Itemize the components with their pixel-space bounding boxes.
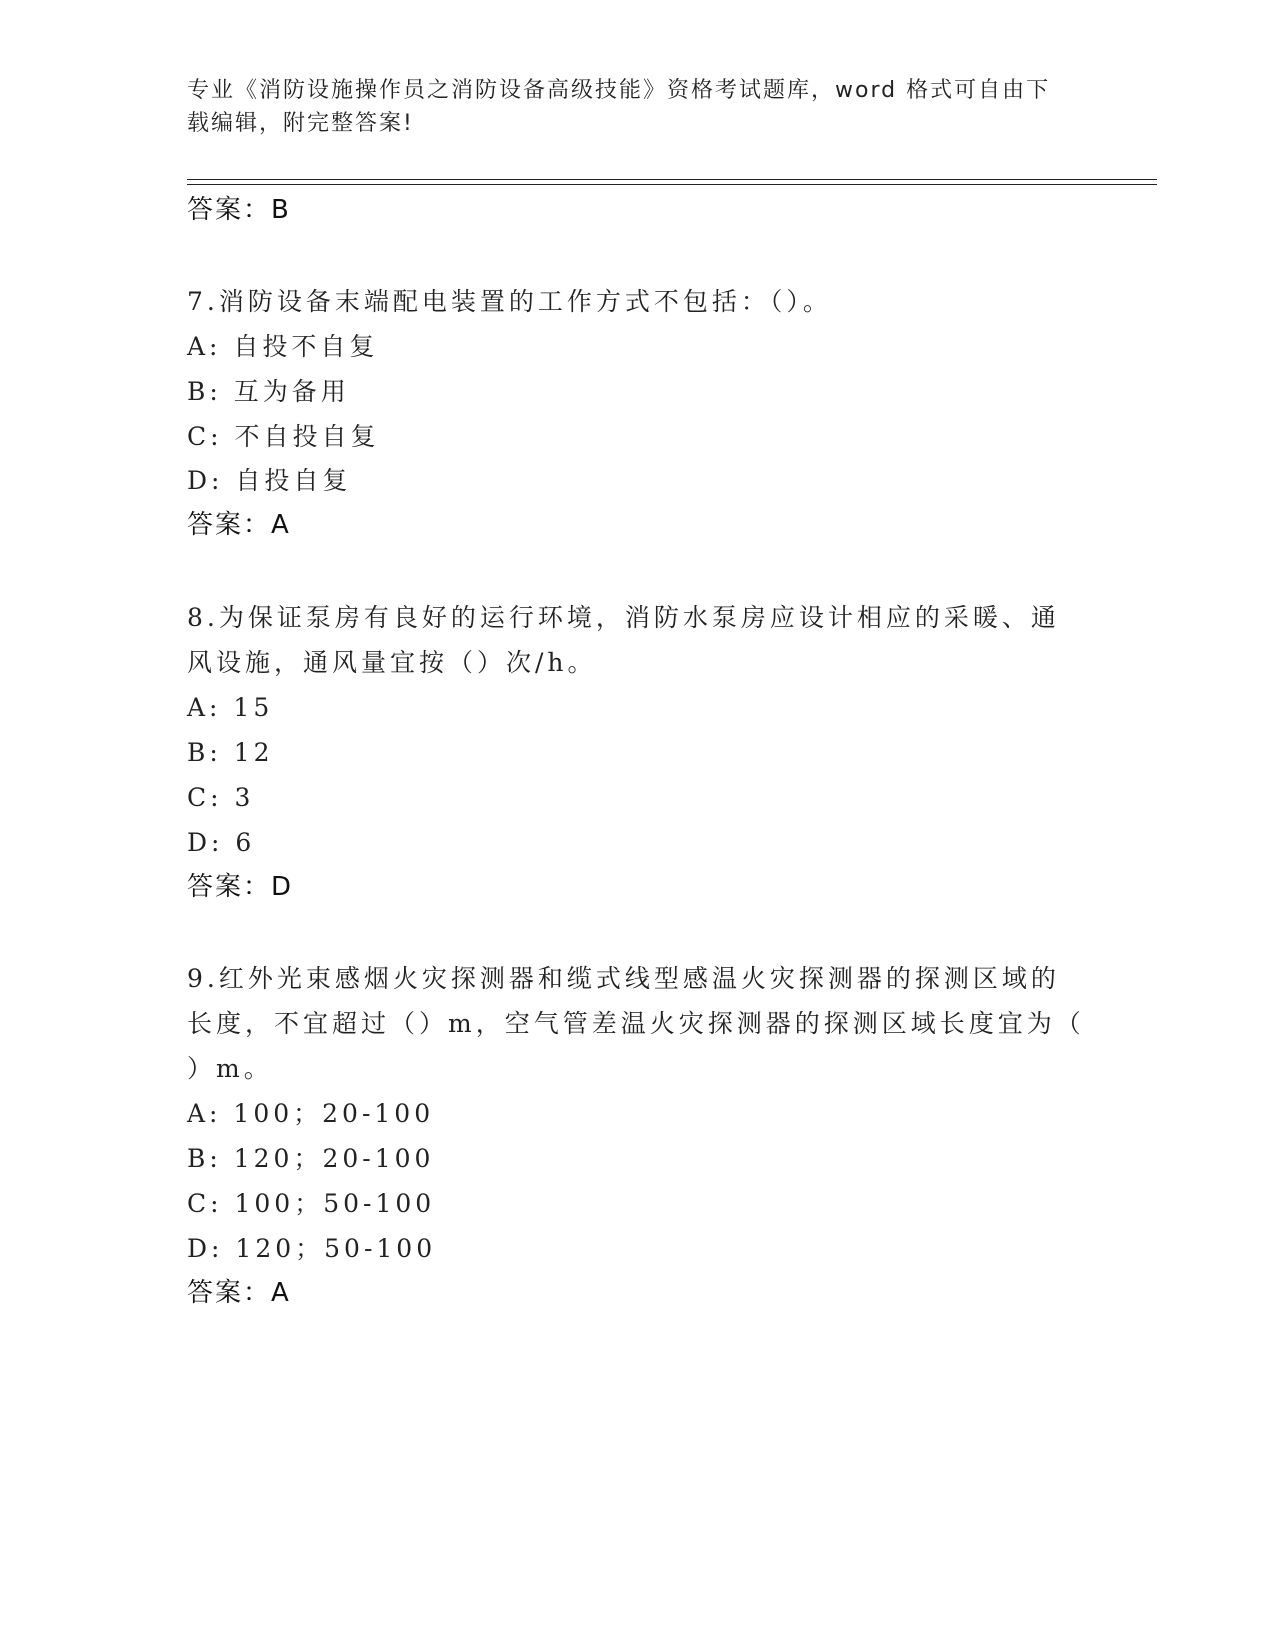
previous-answer: 答案：B bbox=[187, 195, 291, 225]
question-7-answer: 答案：A bbox=[187, 510, 291, 540]
question-7-option-c: C: 不自投自复 bbox=[187, 422, 380, 451]
question-9-line-1: 9.红外光束感烟火灾探测器和缆式线型感温火灾探测器的探测区域的 bbox=[187, 964, 1060, 993]
header-line-1: 专业《消防设施操作员之消防设备高级技能》资格考试题库，word 格式可自由下 bbox=[187, 78, 1051, 103]
question-7-option-b: B: 互为备用 bbox=[187, 377, 350, 406]
question-8-line-2: 风设施，通风量宜按（）次/h。 bbox=[187, 648, 597, 677]
question-7-line-1: 7.消防设备末端配电装置的工作方式不包括：（）。 bbox=[187, 287, 832, 316]
question-8-option-d: D: 6 bbox=[187, 828, 256, 857]
header-divider-bottom bbox=[187, 184, 1157, 185]
question-9-answer: 答案：A bbox=[187, 1278, 291, 1308]
document-header bbox=[187, 74, 1087, 140]
header-divider-top bbox=[187, 179, 1157, 180]
question-8-answer: 答案：D bbox=[187, 872, 294, 902]
question-8-option-b: B: 12 bbox=[187, 738, 274, 767]
question-7-option-d: D: 自投自复 bbox=[187, 466, 352, 495]
question-8-option-a: A: 15 bbox=[187, 693, 274, 722]
question-8-line-1: 8.为保证泵房有良好的运行环境，消防水泵房应设计相应的采暖、通 bbox=[187, 603, 1060, 632]
question-9-option-a: A: 100；20-100 bbox=[187, 1099, 435, 1128]
question-9-line-3: ）m。 bbox=[187, 1054, 273, 1083]
question-9-option-b: B: 120；20-100 bbox=[187, 1144, 435, 1173]
question-7-option-a: A: 自投不自复 bbox=[187, 332, 379, 361]
question-9-line-2: 长度，不宜超过（）m，空气管差温火灾探测器的探测区域长度宜为（ bbox=[187, 1009, 1085, 1038]
question-8-option-c: C: 3 bbox=[187, 783, 255, 812]
question-9-option-c: C: 100；50-100 bbox=[187, 1189, 436, 1218]
question-9-option-d: D: 120；50-100 bbox=[187, 1234, 437, 1263]
header-line-2: 载编辑，附完整答案! bbox=[187, 111, 414, 136]
